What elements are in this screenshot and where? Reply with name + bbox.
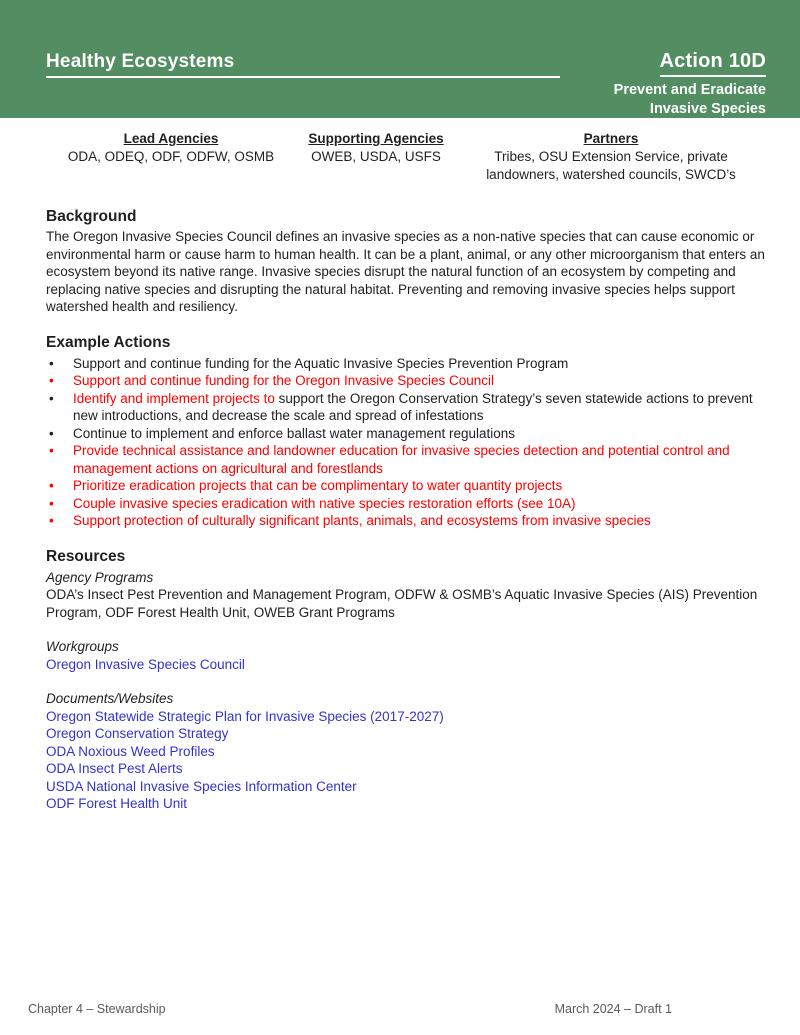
action-list-item: [46, 355, 766, 373]
workgroups-label: Workgroups: [46, 639, 119, 654]
action-text-segment: Support and continue funding for the Oregon Invasive Species Council: [73, 373, 495, 388]
agency-programs-label: Agency Programs: [46, 569, 154, 585]
action-list-item: [46, 390, 766, 425]
action-list-item: [46, 425, 766, 443]
action-item-text: [73, 477, 766, 495]
action-list-item: [46, 477, 766, 495]
bullet-icon: •: [49, 373, 54, 388]
resource-link[interactable]: ODA Insect Pest Alerts: [46, 761, 183, 776]
action-subtitle: [46, 81, 766, 119]
document-body: [46, 208, 766, 813]
bullet-icon: •: [49, 425, 54, 441]
action-text-segment: Support protection of culturally significant plants, animals, and ecosystems from invasive species: [73, 513, 651, 528]
action-item-text: [73, 425, 766, 443]
action-list-item: [46, 495, 766, 513]
action-list-item: [46, 442, 766, 477]
agency-programs-text: ODA’s Insect Pest Prevention and Management Program, ODFW & OSMB’s Aquatic Invasive Species (AIS) Prevention Program, ODF Forest Health Unit, OWEB Grant Programs: [46, 587, 758, 620]
agency-column: [296, 131, 456, 183]
footer-date: March 2024 – Draft 1: [554, 1002, 672, 1016]
resource-link[interactable]: ODF Forest Health Unit: [46, 796, 188, 811]
action-item-text: [73, 512, 766, 530]
resource-link[interactable]: Oregon Invasive Species Council: [46, 656, 245, 672]
action-text-segment: support the Oregon Conservation Strategy’s seven statewide actions to prevent new introductions, and decrease the scale and spread of infestations: [73, 390, 753, 423]
footer-chapter: Chapter 4 – Stewardship: [28, 1002, 166, 1016]
action-item-text: [73, 442, 766, 477]
action-list-item: [46, 512, 766, 530]
bullet-icon: •: [49, 495, 54, 511]
action-subtitle-line1: Prevent and Eradicate: [613, 82, 766, 98]
page-title: Healthy Ecosystems: [46, 51, 560, 78]
background-paragraph: The Oregon Invasive Species Council defines an invasive species as a non-native species that can cause economic or environmental harm or cause harm to human health. It can be a plant, animal, or any other microorganism that enters an ecosystem beyond its native range. Invasive species disrupt the natural function of an ecosystem by competing and replacing native species and disrupting the natural habitat. Preventing and removing invasive species helps support watershed health and resiliency.: [46, 229, 765, 314]
action-item-text: [73, 355, 766, 373]
action-text-segment: Support and continue funding for the Aquatic Invasive Species Prevention Program: [73, 355, 569, 371]
resource-link[interactable]: Oregon Statewide Strategic Plan for Invasive Species (2017-2027): [46, 708, 444, 724]
resource-link[interactable]: USDA National Invasive Species Information Center: [46, 778, 357, 794]
agency-column-value: OWEB, USDA, USFS: [311, 149, 441, 164]
action-text-segment: Continue to implement and enforce ballast water management regulations: [73, 425, 516, 441]
action-text-segment: Provide technical assistance and landowner education for invasive species detection and potential control and management actions on agricultural and forestlands: [73, 443, 730, 476]
bullet-icon: •: [49, 443, 54, 458]
bullet-icon: •: [49, 513, 54, 528]
resources-heading: Resources: [46, 547, 126, 565]
agency-column-heading: Partners: [583, 131, 639, 146]
bullet-icon: •: [49, 355, 54, 371]
workgroups-links: [46, 656, 766, 674]
action-subtitle-line2: Invasive Species: [649, 101, 766, 117]
action-item-text: [73, 390, 766, 425]
header-row: [46, 50, 766, 78]
agency-column-heading: Lead Agencies: [123, 131, 219, 146]
agencies-row: [46, 131, 766, 183]
bullet-icon: •: [49, 390, 54, 406]
agency-column-value: ODA, ODEQ, ODF, ODFW, OSMB: [67, 149, 275, 164]
documents-websites-links: [46, 708, 766, 813]
example-actions-list: [46, 355, 766, 530]
action-text-segment: Prioritize eradication projects that can be complimentary to water quantity projects: [73, 478, 563, 493]
example-actions-heading: Example Actions: [46, 333, 171, 351]
bullet-icon: •: [49, 478, 54, 493]
background-heading: Background: [46, 208, 137, 225]
action-item-text: [73, 495, 766, 513]
agency-column-heading: Supporting Agencies: [308, 131, 444, 146]
action-text-segment: Couple invasive species eradication with native species restoration efforts (see 10A): [73, 495, 576, 511]
action-list-item: [46, 372, 766, 390]
action-text-segment: Identify and implement projects to: [73, 390, 279, 406]
agency-column: [46, 131, 296, 183]
resource-link[interactable]: ODA Noxious Weed Profiles: [46, 743, 215, 759]
documents-websites-label: Documents/Websites: [46, 691, 174, 706]
header-band: [0, 0, 800, 118]
action-item-text: [73, 372, 766, 390]
agency-column-value: Tribes, OSU Extension Service, private landowners, watershed councils, SWCD’s: [486, 149, 736, 182]
action-id: Action 10D: [660, 50, 766, 77]
resource-link[interactable]: Oregon Conservation Strategy: [46, 726, 229, 741]
agency-column: [456, 131, 766, 183]
